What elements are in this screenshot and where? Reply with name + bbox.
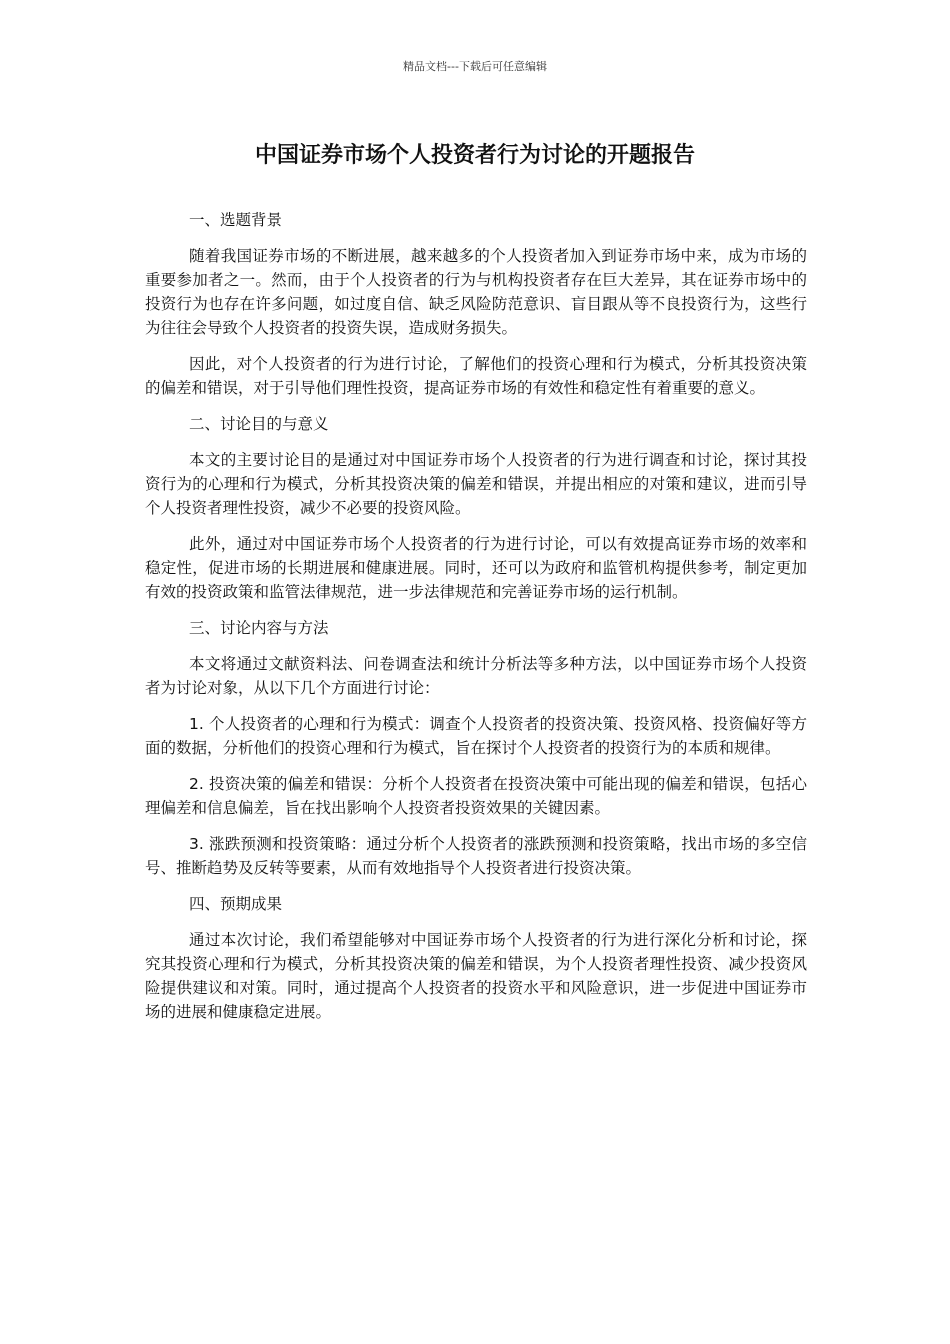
document-title: 中国证券市场个人投资者行为讨论的开题报告 — [254, 143, 695, 168]
section-heading-expected-results: 四、预期成果 — [189, 895, 283, 913]
paragraph: 通过本次讨论，我们希望能够对中国证券市场个人投资者的行为进行深化分析和讨论，探究其投资心理和行为模式，分析其投资决策的偏差和错误，为个人投资者理性投资、减少投资风险提供建议和对策。同时，通过提高个人投资者的投资水平和风险意识，进一步促进中国证券市场的进展和健康稳定进展。 — [145, 931, 807, 1021]
section-heading-purpose: 二、讨论目的与意义 — [189, 415, 329, 433]
section-heading-content-method: 三、讨论内容与方法 — [189, 619, 329, 637]
header-note: 精品文档---下载后可任意编辑 — [403, 60, 547, 73]
paragraph: 本文将通过文献资料法、问卷调查法和统计分析法等多种方法，以中国证券市场个人投资者为讨论对象，从以下几个方面进行讨论： — [145, 655, 807, 697]
paragraph: 随着我国证券市场的不断进展，越来越多的个人投资者加入到证券市场中来，成为市场的重要参加者之一。然而，由于个人投资者的行为与机构投资者存在巨大差异，其在证券市场中的投资行为也存在许多问题，如过度自信、缺乏风险防范意识、盲目跟从等不良投资行为，这些行为往往会导致个人投资者的投资失误，造成财务损失。 — [145, 247, 807, 337]
section-heading-background: 一、选题背景 — [189, 211, 283, 229]
document-body — [145, 208, 807, 1036]
paragraph: 因此，对个人投资者的行为进行讨论，了解他们的投资心理和行为模式，分析其投资决策的偏差和错误，对于引导他们理性投资，提高证券市场的有效性和稳定性有着重要的意义。 — [145, 355, 807, 397]
paragraph: 本文的主要讨论目的是通过对中国证券市场个人投资者的行为进行调查和讨论，探讨其投资行为的心理和行为模式，分析其投资决策的偏差和错误，并提出相应的对策和建议，进而引导个人投资者理性投资，减少不必要的投资风险。 — [145, 451, 807, 517]
list-item: 1. 个人投资者的心理和行为模式：调查个人投资者的投资决策、投资风格、投资偏好等方面的数据，分析他们的投资心理和行为模式，旨在探讨个人投资者的投资行为的本质和规律。 — [145, 715, 807, 757]
list-item: 2. 投资决策的偏差和错误：分析个人投资者在投资决策中可能出现的偏差和错误，包括心理偏差和信息偏差，旨在找出影响个人投资者投资效果的关键因素。 — [145, 775, 807, 817]
list-item: 3. 涨跌预测和投资策略：通过分析个人投资者的涨跌预测和投资策略，找出市场的多空信号、推断趋势及反转等要素，从而有效地指导个人投资者进行投资决策。 — [145, 835, 807, 877]
paragraph: 此外，通过对中国证券市场个人投资者的行为进行讨论，可以有效提高证券市场的效率和稳定性，促进市场的长期进展和健康进展。同时，还可以为政府和监管机构提供参考，制定更加有效的投资政策和监管法律规范，进一步法律规范和完善证券市场的运行机制。 — [145, 535, 807, 601]
